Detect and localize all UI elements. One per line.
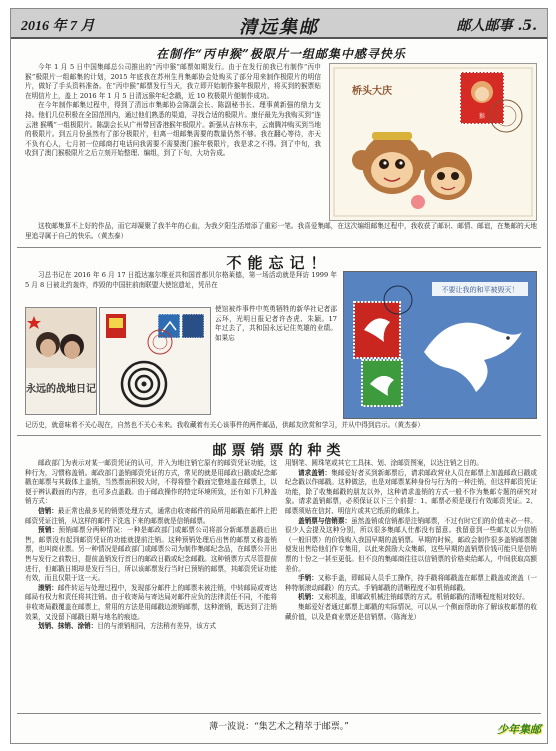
- publication-title: 清远集邮: [239, 17, 319, 38]
- article1-title: 在制作“丙申猴”极限片一组邮集中感寻快乐: [156, 47, 406, 61]
- article1-body: [25, 63, 321, 159]
- article1-conclusion-text: 这枚邮集算不上好的作品，而它却凝聚了我半年的心血，为我夕阳生活增添了重彩一笔。我喜爱集邮，在这次编组邮集过程中，我收获了邮识、邮情、邮谊，在集邮的天地里追寻属于自己的快乐。（黄杰泰）: [25, 222, 537, 240]
- article3-title: 邮票销票的种类: [212, 443, 346, 459]
- monkey-illustration: [330, 64, 536, 220]
- war-diary-poster: [25, 307, 97, 415]
- article3-paragraph: 手销：又称手盖，即邮局人员手工操作，持手戳将邮戳盖在邮票上戳盖或滚盖（一种特制滚动邮戳）的方式。手销邮戳的清晰程度不如机销邮戳。: [285, 574, 537, 592]
- dove-illustration: [344, 272, 536, 418]
- svg-text:永远的战地日记: 永远的战地日记: [26, 384, 96, 395]
- article3-paragraph: 划销、抹销、涂销：目的与滚销相同，方法稍有差异，该方式: [38, 622, 217, 631]
- peace-dove-card: [343, 271, 537, 419]
- poster-illustration: [26, 308, 96, 414]
- article2-conclusion-text: 记历史，就意味着不关心现在，自然也不关心未来。我收藏着有关心该事件的两件邮品，供邮友欣赏和学习，并从中得到启示。（黄杰泰）: [25, 421, 424, 429]
- svg-text:不要让我的和平被毁灭！: 不要让我的和平被毁灭！: [441, 286, 519, 294]
- section-name: 邮人邮事 .5.: [456, 18, 537, 34]
- footer-quote: 薄一波说：“集艺术之精萃于邮票。”: [209, 722, 349, 732]
- article3-paragraph: 机销：又称机盖，即邮政机械注销邮票的方式。机销邮戳的清晰程度相对较好。: [298, 593, 529, 602]
- article1-conclusion: [25, 222, 537, 241]
- article3-paragraph: 用钢笔、圆珠笔或其它工具抹、划、涂邮资图案，以达注销之目的。: [285, 459, 483, 467]
- article2-side-text: [215, 305, 337, 343]
- article3-right-column: [285, 459, 537, 622]
- article3-paragraph: 滚销：邮件转运与处理过程中，发现部分邮件上的邮票未被注销，中转邮局或寄达邮局有权力和责任将其注销。由于收寄局与寄达局对邮件应负的法律责任不同，不能将非收寄局戳覆盖在邮票上，常用的方法是用邮戳边滚销邮票，这种滚销，既达到了注销效果，又没留下邮戳日期与地名的痕迹。: [25, 583, 277, 621]
- article2-intro: [25, 271, 337, 290]
- issue-date: 2016 年 7 月: [21, 19, 95, 34]
- article3-paragraph: 请求盖销：集邮爱好者买到新邮票后，请求邮政营业人员在邮票上加盖邮政日戳或纪念戳以作邮戳。这种做法，也是对邮票某种身份与行为的一种注销，但这样邮资凭证功能，除了收集邮戳的朋友以外，这种请求盖销的方式一般不作为集邮专题的研究对象。请求盖销邮票，必须保证以下三个前提：1、邮票必须是现行有效邮资凭证。2、邮票须贴在信封、明信片或其它纸质的载体上。: [285, 468, 538, 515]
- page-header: [11, 9, 547, 39]
- svg-text:猴: 猴: [478, 113, 486, 120]
- article2-intro-text: 习总书记在 2016 年 6 月 17 日抵达塞尔维亚共和国首都贝尔格莱德，第一场活动就是拜访 1999 年 5 月 8 日被北约轰炸，炸毁的中国驻前南联盟大使馆遗址，凭吊在: [25, 271, 337, 289]
- article3-paragraph: 信销：最正常也最多见的销票处理方式，通常由收寄邮件的局所用邮戳在邮件上把邮资凭证注销，从这样的邮件下洗选下来的邮票就是信销邮票。: [25, 506, 277, 525]
- article3-paragraph: 盖销票与信销票：虽然盖销或信销都是注销邮票，不过有时它们的价值未必一样。很少人会提及这种分别，所以很多集邮人仕都没有留意。我留意到一些邮友以为信销（一般旧票）的价钱购入我国早期的盖销票。早期的时候，邮政会制作很多盖销邮票随便发出售给他们作专集用，以此来鼓励大众集邮，这些早期的盖销票价钱可能只是信销票的十份之一甚至更低。但不良的集邮商往往以信销票的价格卖给邮人，中间获取高额差价。: [285, 516, 538, 573]
- divider: [17, 435, 541, 436]
- article1-paragraph: 在今年制作邮集过程中，得到了清远市集邮协会陈副会长、陈副秘书长、理事黄新强的鼎力支持。他们几位积极在全国范围内，通过他们熟悉的渠道，寻找合适的极限片。康仔最先为我购买到“连云港 猴嘴”一组极限片。陈副会长从广州带回香港猴年极限片。新强从吉林东丰，云南腾冲购买到当地的极限片。到五月份虽然有了部分极限片，但离一组邮集需要的数量仍然不够。我在翻心等待，亦天不负有心人，七月初一位邮商打电话问我需要不需要澳门猴年极限片，我是求之不得。到了中旬，我收到了澳门猴极限片之后立刻开始整理、编组，到了下旬，大功告成。: [25, 101, 321, 158]
- article2-conclusion: [25, 421, 537, 431]
- monkey-maximum-card: [329, 63, 537, 221]
- article2-title: 不能忘记！: [226, 254, 332, 272]
- article3-paragraph: 预销：预销邮票分两种情况：一种是邮政部门或邮票公司将部分新邮票盖戳后出售，邮票没有起到邮资凭证的功能就提前注销。这种预销处理后出售的邮票又称盖销票，也叫商业票。另一种情况是邮政部门或邮票公司为制作集邮纪念品，在邮票公开出售与发行之前数日，提前盖销发行首日的邮政日戳或纪念邮戳。这种销票方式尽管提前进行，但邮戳日期却是发行当日，所以该邮票发行当时已预销的邮票，其邮资凭证功能有效，而且仅限于这一天。: [25, 526, 278, 583]
- article2-side-paragraph: 使馆被炸事件中英勇牺牲的新华社记者邵云环，光明日报记者许杏虎、朱颖。17 年过去了，共和国永远记住英雄的业绩。如果忘: [215, 305, 337, 342]
- divider: [17, 247, 541, 248]
- cover-illustration: [100, 308, 210, 414]
- commemorative-cover: [99, 307, 211, 415]
- article3-paragraph: 集邮爱好者通过邮票上邮戳的实际情况，可以从一个侧面帮助你了解该枚邮票的收藏价值，以及是商业票还是信销票。（陈海龙）: [285, 602, 537, 621]
- article1-paragraph: 今年 1 月 5 日中国集邮总公司推出的“丙申猴”邮票如期发行。由于在发行前我已有制作“丙申猴”极限片一组邮集的计划，2015 年底我在苏州生肖集邮协会处购买了部分用来制作极限片的明信片，做好了手头资料准备。在“丙申猴”邮票发行当天，我立即开始制作猴年极限片，将买到的猴票贴在明信片上，盖上 2016 年 1 月 5 日清远猴年纪念戳，近 10 枚极限片便制作成功。: [25, 63, 321, 100]
- divider: [17, 713, 541, 714]
- youth-philately-logo: 少年集邮: [497, 723, 541, 736]
- newspaper-page: [10, 8, 548, 744]
- article3-left-column: [25, 459, 277, 632]
- article3-paragraph: 邮政部门为表示对某一邮资凭证的认可，并入为地注销它原有的邮资凭证功能，这种行为，习惯称盖销。邮政部门盖销邮资凭证的方式，常见的就是用邮政日戳或纪念邮戳在邮票与其载体上盖销，当然票面积较大时，不得将整个戳面完整地盖在邮票上，以便于辨认戳面的内容，也可多点盖戳。由于邮政操作的特定环境所致，还有如下几种盖销方式：: [25, 459, 277, 506]
- svg-text:桥头大庆: 桥头大庆: [352, 86, 392, 97]
